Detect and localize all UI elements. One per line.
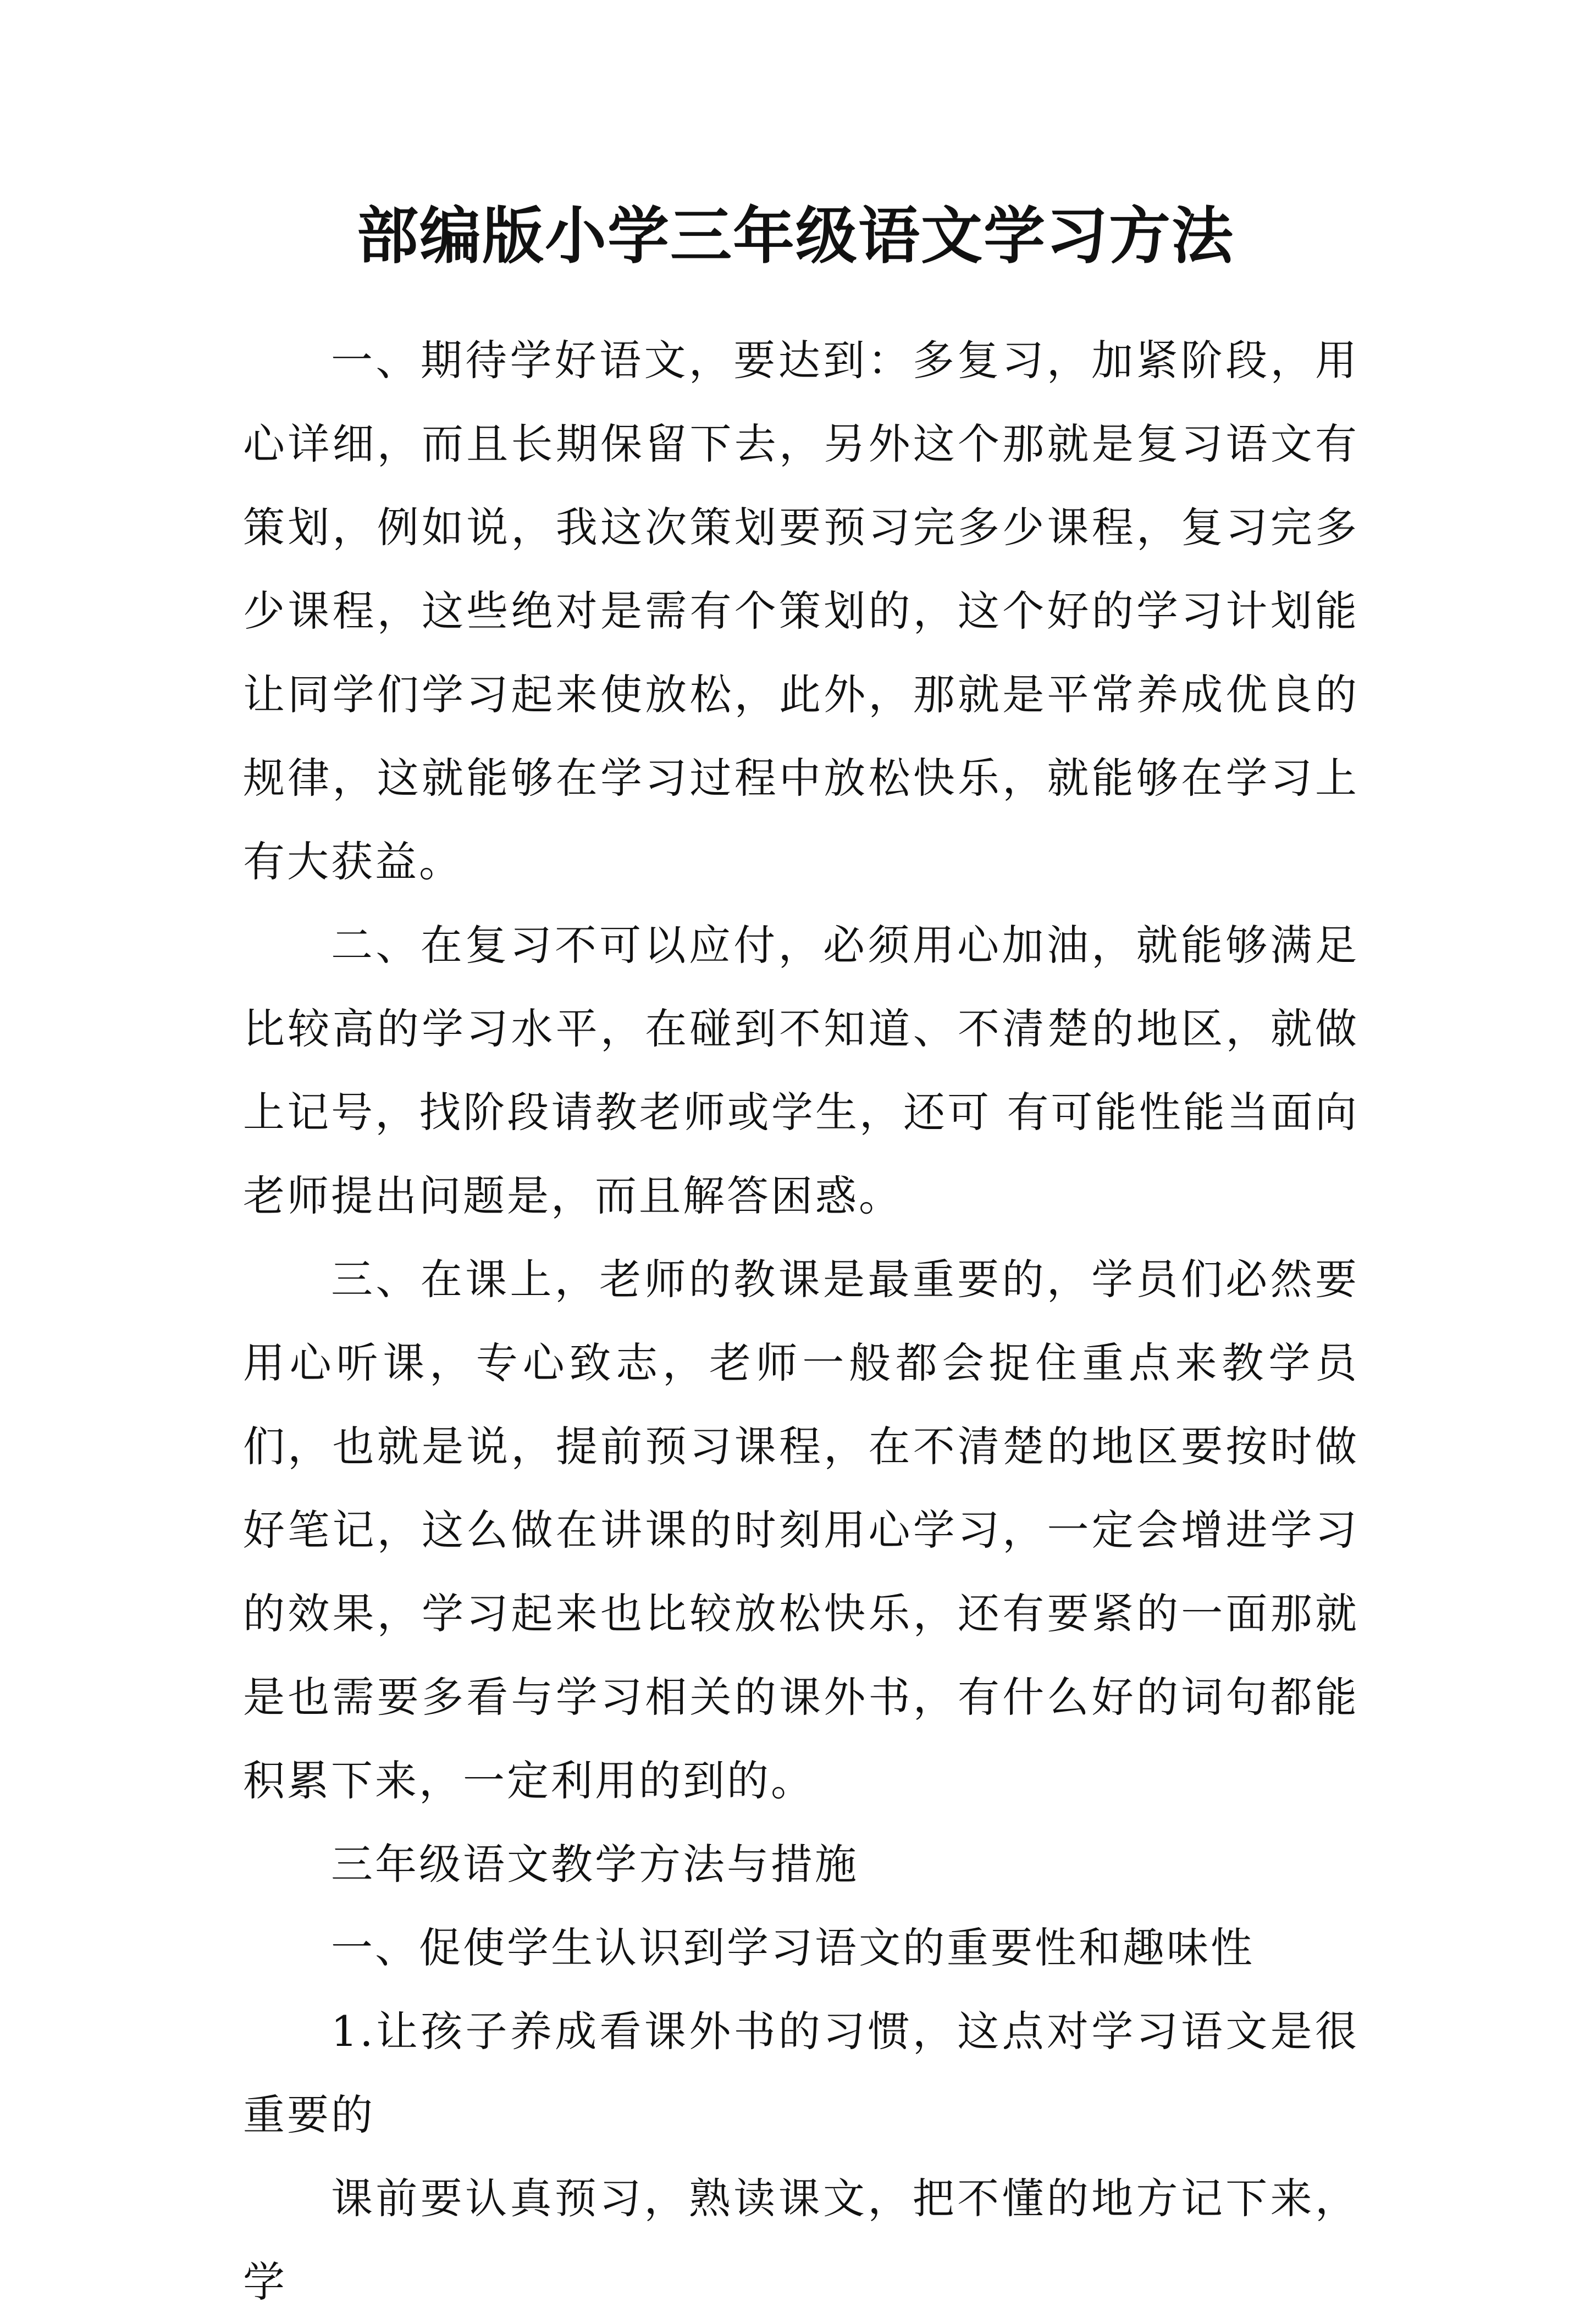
paragraph-2: 二、在复习不可以应付，必须用心加油，就能够满足比较高的学习水平，在碰到不知道、不清楚的地区，就做上记号，找阶段请教老师或学生，还可 有可能性能当面向老师提出问题是，而且解答困惑。: [243, 921, 1359, 1220]
section-heading: 三年级语文教学方法与措施: [331, 1840, 859, 1889]
subsection-heading: 一、促使学生认识到学习语文的重要性和趣味性: [331, 1923, 1255, 1972]
document-title: 部编版小学三年级语文学习方法: [357, 200, 1234, 272]
paragraph-1: 一、期待学好语文，要达到：多复习，加紧阶段，用心详细，而且长期保留下去，另外这个那就是复习语文有策划，例如说，我这次策划要预习完多少课程，复习完多少课程，这些绝对是需有个策划的，这个好的学习计划能让同学们学习起来使放松，此外，那就是平常养成优良的规律，这就能够在学习过程中放松快乐，就能够在学习上有大获益。: [243, 336, 1359, 886]
paragraph-4: 课前要认真预习，熟读课文，把不懂的地方记下来，学: [243, 2174, 1359, 2306]
paragraph-3: 三、在课上，老师的教课是最重要的，学员们必然要用心听课，专心致志，老师一般都会捉住重点来教学员们，也就是说，提前预习课程，在不清楚的地区要按时做好笔记，这么做在讲课的时刻用心学习，一定会增进学习的效果，学习起来也比较放松快乐，还有要紧的一面那就是也需要多看与学习相关的课外书，有什么好的词句都能积累下来，一定利用的到的。: [243, 1255, 1359, 1805]
list-item-1: 1.让孩子养成看课外书的习惯，这点对学习语文是很重要的: [243, 2007, 1359, 2139]
document-body: [243, 319, 1359, 2324]
